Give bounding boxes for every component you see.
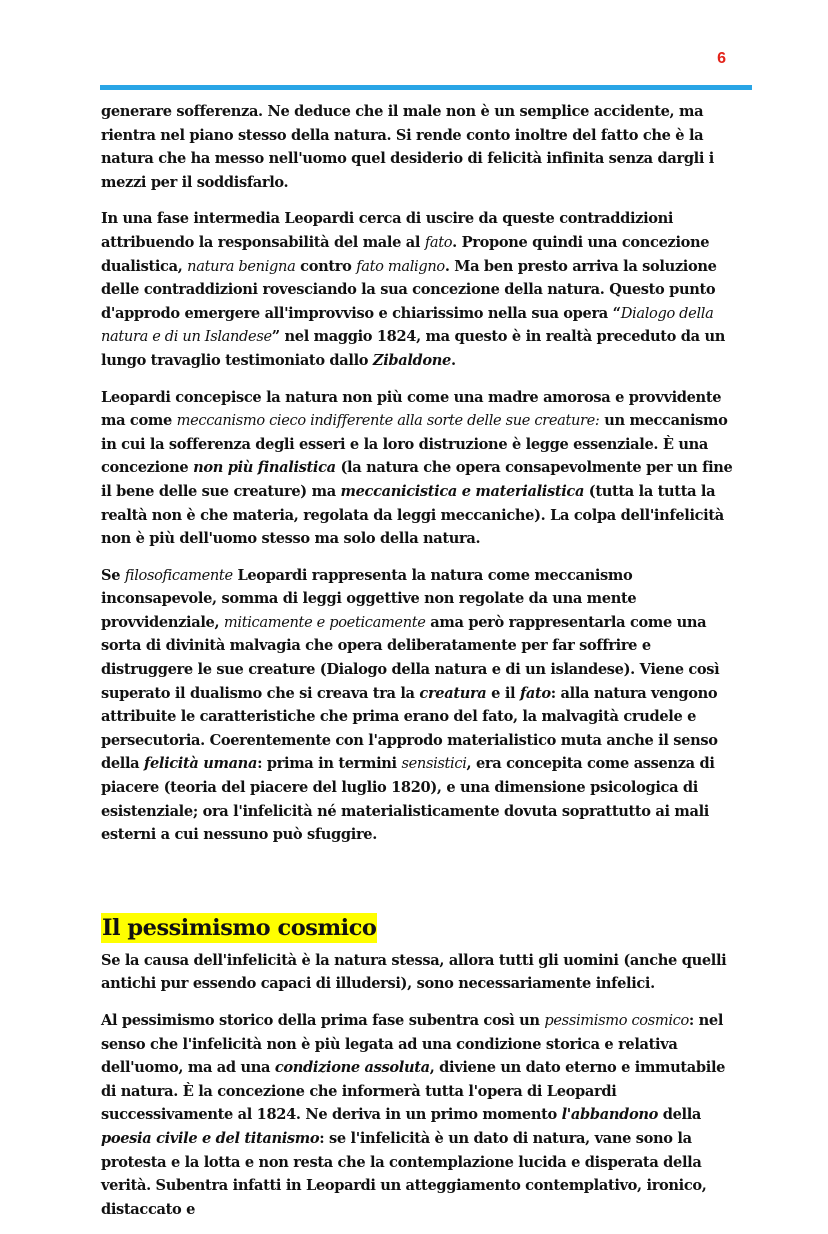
paragraph-4: Se filosoficamente Leopardi rappresenta la natura come meccanismo inconsapevole, somma di leggi oggettive non regolate da una mente provvidenziale, miticamente e poeticamente ama però rappresentarla come una sorta di divinità malvagia che opera deliberatamente per far soffrire e distruggere le sue creature (Dialogo della natura e di un islandese). Viene così superato il dualismo che si creava tra la creatura e il fato: alla natura vengono attribuite le caratteristiche che prima erano del fato, la malvagità crudele e persecutoria. Coerentemente con l'approdo materialistico muta anche il senso della felicità umana: prima in termini sensistici, era concepita come assenza di piacere (teoria del piacere del luglio 1820), e una dimensione psicologica di esistenziale; ora l'infelicità né materialisticamente dovuta soprattutto ai mali esterni a cui nessuno può sfuggire.: [101, 566, 720, 844]
document-body: [101, 100, 737, 1234]
paragraph-2: In una fase intermedia Leopardi cerca di uscire da queste contraddizioni attribuendo la responsabilità del male al fato. Propone quindi una concezione dualistica, natura benigna contro fato maligno. Ma ben presto arriva la soluzione delle contraddizioni rovesciando la sua concezione della natura. Questo punto d'approdo emergere all'improvviso e chiarissimo nella sua opera “Dialogo della natura e di un Islandese” nel maggio 1824, ma questo è in realtà preceduto da un lungo travaglio testimoniato dallo Zibaldone.: [101, 210, 725, 369]
paragraph-6: Al pessimismo storico della prima fase subentra così un pessimismo cosmico: nel senso che l'infelicità non è più legata ad una condizione storica e relativa dell'uomo, ma ad una condizione assoluta, diviene un dato eterno e immutabile di natura. È la concezione che informerà tutta l'opera di Leopardi successivamente al 1824. Ne deriva in un primo momento l'abbandono della poesia civile e del titanismo: se l'infelicità è un dato di natura, vane sono la protesta e la lotta e non resta che la contemplazione lucida e disperata della verità. Subentra infatti in Leopardi un atteggiamento contemplativo, ironico, distaccato e: [101, 1012, 726, 1218]
page-number: 6: [717, 50, 726, 67]
paragraph-5: Se la causa dell'infelicità è la natura stessa, allora tutti gli uomini (anche quelli antichi pur essendo capaci di illudersi), sono necessariamente infelici.: [101, 951, 727, 993]
header-rule: [100, 85, 752, 90]
section-spacer: [101, 860, 737, 913]
paragraph-1: generare sofferenza. Ne deduce che il male non è un semplice accidente, ma rientra nel piano stesso della natura. Si rende conto inoltre del fatto che è la natura che ha messo nell'uomo quel desiderio di felicità infinita senza dargli i mezzi per il soddisfarlo.: [101, 103, 714, 191]
paragraph-3: Leopardi concepisce la natura non più come una madre amorosa e provvidente ma come meccanismo cieco indifferente alla sorte delle sue creature: un meccanismo in cui la sofferenza degli esseri e la loro distruzione è legge essenziale. È una concezione non più finalistica (la natura che opera consapevolmente per un fine il bene delle sue creature) ma meccanicistica e materialistica (tutta la tutta la realtà non è che materia, regolata da leggi meccaniche). La colpa dell'infelicità non è più dell'uomo stesso ma solo della natura.: [101, 388, 733, 548]
section-heading: Il pessimismo cosmico: [102, 914, 377, 941]
